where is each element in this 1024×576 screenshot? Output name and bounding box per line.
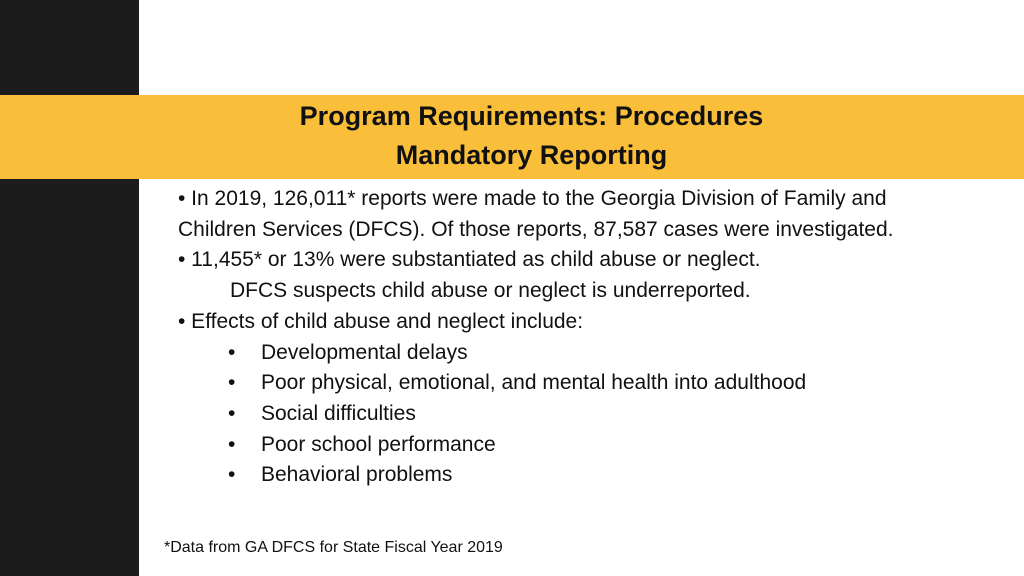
bullet-substantiated: • 11,455* or 13% were substantiated as child abuse or neglect. — [178, 248, 761, 272]
bullet-icon: • — [228, 340, 236, 364]
bullet-reports-2019: • In 2019, 126,011* reports were made to the Georgia Division of Family and Children Services (DFCS). Of those reports, 87,587 cases were investigated. — [178, 187, 894, 241]
effect-text: Developmental delays — [261, 340, 468, 364]
effect-text: Social difficulties — [261, 401, 416, 425]
slide-title-line-1: Program Requirements: Procedures — [299, 101, 764, 131]
list-item — [178, 368, 898, 399]
bullet-icon: • — [228, 371, 236, 395]
note-underreported: DFCS suspects child abuse or neglect is underreported. — [230, 279, 751, 303]
data-source-footnote: *Data from GA DFCS for State Fiscal Year 2019 — [164, 539, 503, 556]
list-item — [178, 460, 898, 491]
bullet-icon: • — [228, 401, 236, 425]
effect-text: Behavioral problems — [261, 463, 453, 487]
left-dark-sidebar — [0, 0, 139, 576]
list-item — [178, 399, 898, 430]
effect-text: Poor school performance — [261, 432, 496, 456]
bullet-effects-heading: • Effects of child abuse and neglect include: — [178, 309, 584, 333]
slide-body — [178, 184, 898, 491]
effects-list — [178, 338, 898, 492]
bullet-icon: • — [228, 432, 236, 456]
list-item — [178, 338, 898, 369]
bullet-icon: • — [228, 463, 236, 487]
list-item — [178, 430, 898, 461]
slide-title-line-2: Mandatory Reporting — [395, 140, 668, 170]
slide-title — [139, 97, 924, 175]
effect-text: Poor physical, emotional, and mental health into adulthood — [261, 371, 807, 395]
